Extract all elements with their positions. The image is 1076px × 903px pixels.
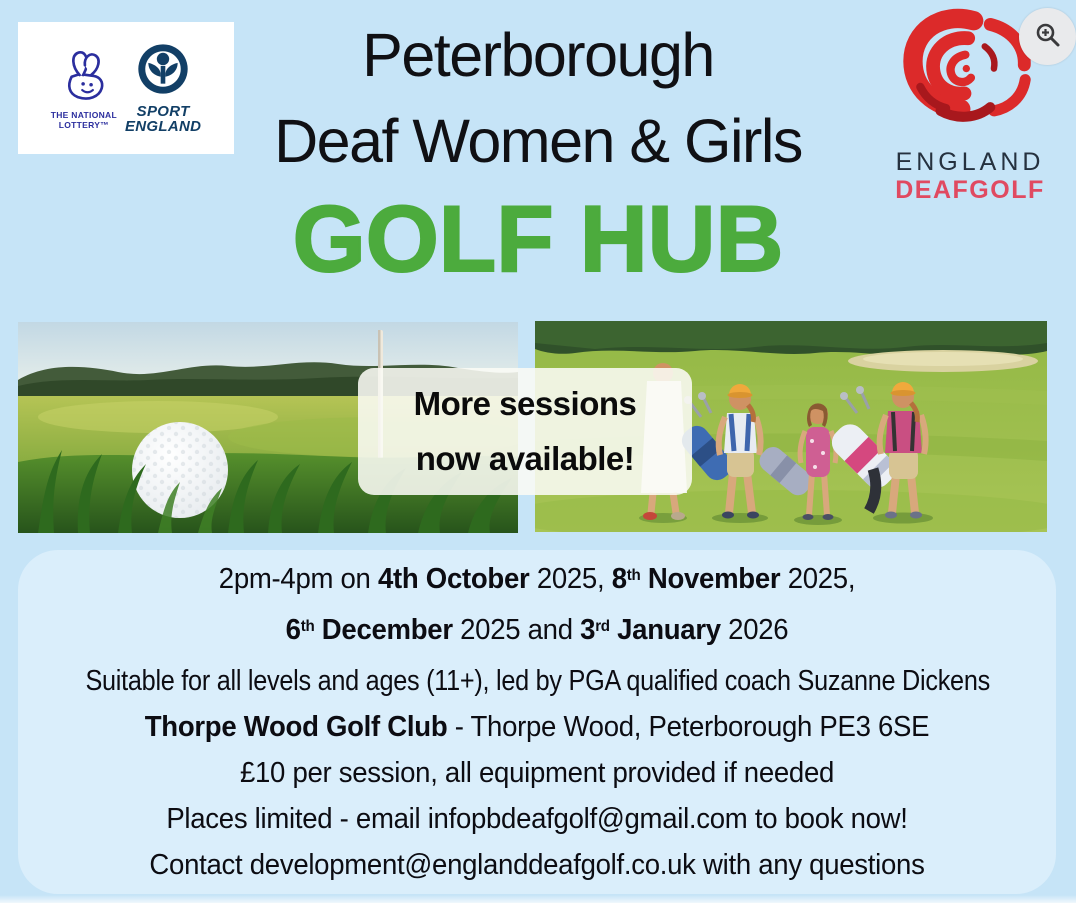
banner-line-2: now available! [415, 439, 635, 477]
national-lottery-logo [51, 46, 117, 131]
crossed-fingers-icon [53, 46, 115, 109]
bottom-fade [0, 895, 1076, 903]
more-sessions-banner [358, 368, 692, 495]
sport-england-logo [125, 42, 201, 134]
title-block [238, 12, 838, 291]
national-lottery-label-2: LOTTERY™ [58, 119, 109, 130]
sport-england-label-1: SPORT [136, 103, 190, 120]
dates-line-1: 2pm-4pm on 4th October 2025, 8th November 2025, [218, 563, 856, 595]
deafgolf-label-deafgolf: DEAFGOLF [895, 175, 1045, 204]
national-lottery-label-1: THE NATIONAL [50, 109, 117, 120]
title-golf-hub: GOLF HUB [292, 186, 784, 291]
magnifier-plus-icon [1034, 21, 1062, 52]
sport-england-label-2: ENGLAND [124, 118, 202, 135]
suitability-line: Suitable for all levels and ages (11+), led by PGA qualified coach Suzanne Dickens [85, 665, 990, 697]
deafgolf-label-england: ENGLAND [895, 148, 1045, 176]
title-line-2: Deaf Women & Girls [274, 107, 802, 175]
funders-logo-card [18, 22, 234, 154]
booking-line: Places limited - email infopbdeafgolf@gmail.com to book now! [166, 803, 908, 835]
session-info-panel [18, 550, 1056, 894]
venue-line: Thorpe Wood Golf Club - Thorpe Wood, Peterborough PE3 6SE [144, 711, 930, 743]
zoom-in-button[interactable] [1019, 8, 1076, 65]
red-rose-icon [886, 131, 1054, 148]
dates-line-2: 6th December 2025 and 3rd January 2026 [285, 614, 789, 646]
title-line-1: Peterborough [362, 21, 714, 89]
banner-line-1: More sessions [413, 385, 637, 423]
sport-england-mark-icon [136, 42, 190, 101]
price-line: £10 per session, all equipment provided if needed [239, 757, 835, 789]
contact-line: Contact development@englanddeafgolf.co.uk with any questions [149, 849, 925, 881]
